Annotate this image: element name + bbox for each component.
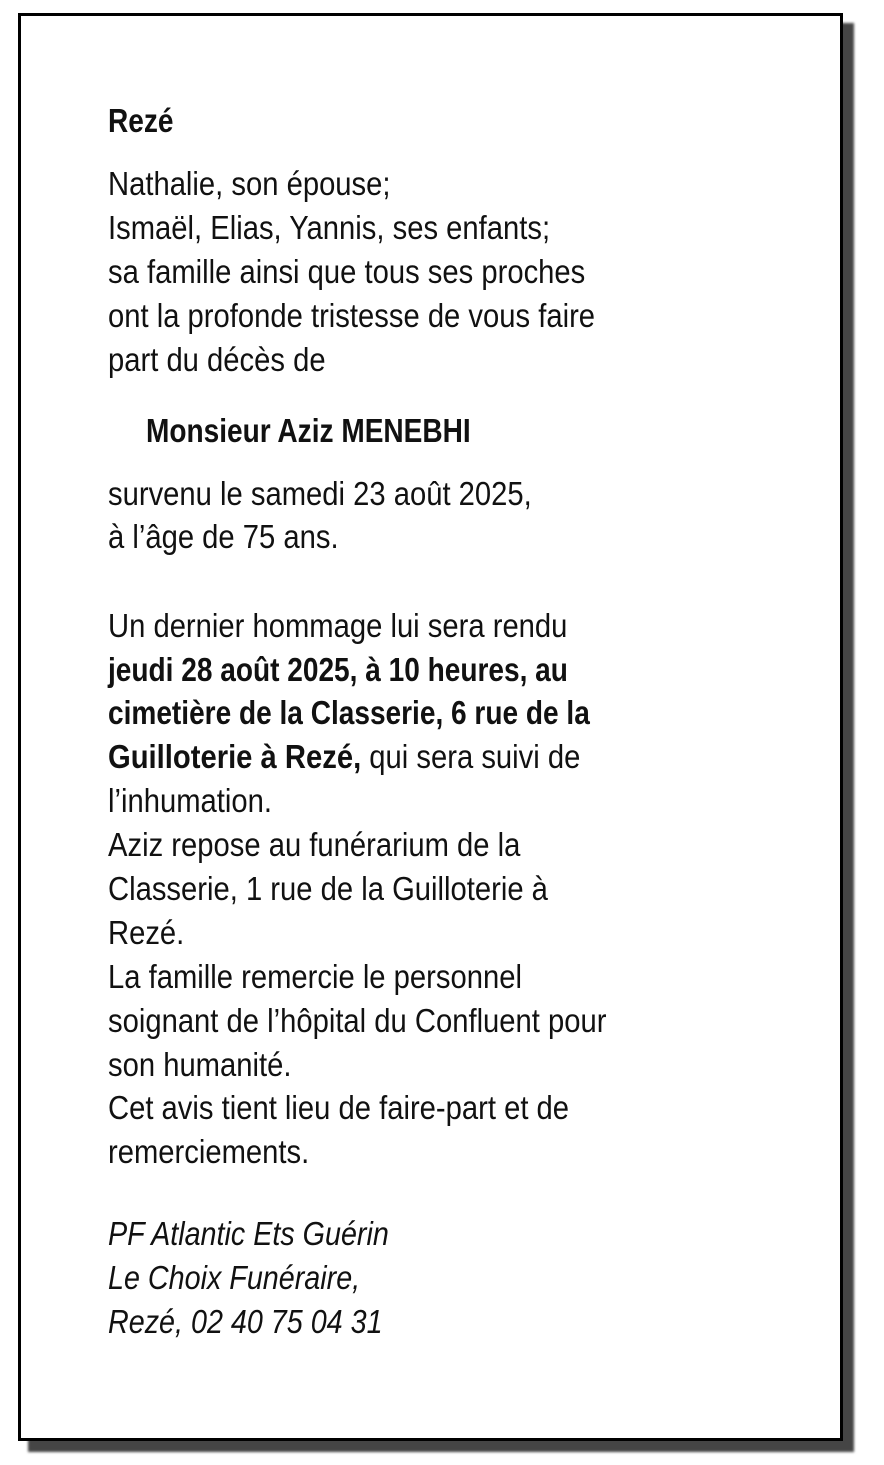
body-line: Rezé. [108,914,185,951]
ceremony-intro: Un dernier hommage lui sera rendu [108,607,568,644]
ceremony-followup: qui sera suivi de [361,738,581,775]
family-line: ont la profonde tristesse de vous faire [108,297,596,334]
body-line: La famille remercie le personnel [108,958,522,995]
family-line: Nathalie, son épouse; [108,165,391,202]
family-line: Ismaël, Elias, Yannis, ses enfants; [108,209,551,246]
body-line: soignant de l’hôpital du Confluent pour [108,1002,607,1039]
body-line: remerciements. [108,1133,310,1170]
signature-line: Le Choix Funéraire, [108,1259,361,1296]
body-line: son humanité. [108,1046,292,1083]
family-line: part du décès de [108,341,326,378]
body-line: Cet avis tient lieu de faire-part et de [108,1089,570,1126]
signature-line: PF Atlantic Ets Guérin [108,1215,389,1252]
signature-contact: Rezé, 02 40 75 04 31 [108,1303,383,1340]
ceremony-datetime: jeudi 28 août 2025, à 10 heures, au [108,651,568,688]
notice-heading-city: Rezé [108,102,174,139]
ceremony-location-bold: Guilloterie à Rezé, [108,738,362,775]
ceremony-location-continued [108,740,580,773]
ceremony-burial: l’inhumation. [108,782,272,819]
death-age-line: à l’âge de 75 ans. [108,518,339,555]
ceremony-location: cimetière de la Classerie, 6 rue de la [108,694,590,731]
deceased-name: Monsieur Aziz MENEBHI [146,412,471,449]
body-line: Aziz repose au funérarium de la [108,826,521,863]
death-date-line: survenu le samedi 23 août 2025, [108,475,532,512]
family-line: sa famille ainsi que tous ses proches [108,253,586,290]
body-line: Classerie, 1 rue de la Guilloterie à [108,870,548,907]
